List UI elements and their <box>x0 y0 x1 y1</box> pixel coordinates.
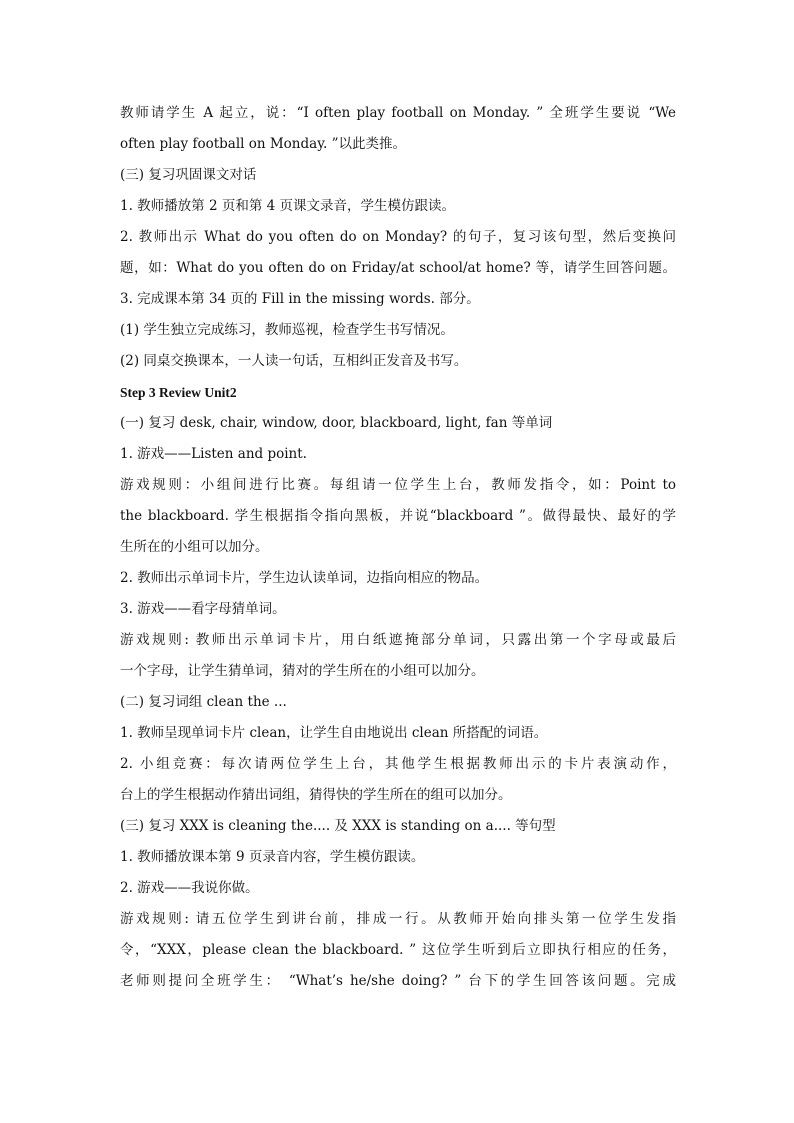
text-line: 台上的学生根据动作猜出词组，猜得快的学生所在的组可以加分。 <box>120 787 512 803</box>
text-line: 游戏规则: 请五位学生到讲台前，排成一行。从教师开始向排头第一位学生发指 <box>120 911 676 927</box>
text-line: the blackboard. 学生根据指令指向黑板，并说“blackboard ”。做得最快、最好的学 <box>120 508 676 524</box>
step-heading: Step 3 Review Unit2 <box>120 385 237 400</box>
text-line: 教师请学生 A 起立，说：“I often play football on Monday. ” 全班学生要说 “We <box>120 105 676 121</box>
section-heading: (三) 复习巩固课文对话 <box>120 167 257 183</box>
text-line: 2. 教师出示单词卡片，学生边认读单词，边指向相应的物品。 <box>120 570 489 586</box>
section-heading: (一) 复习 desk, chair, window, door, blackboard, light, fan 等单词 <box>120 415 553 431</box>
text-line: (1) 学生独立完成练习，教师巡视，检查学生书写情况。 <box>120 322 454 338</box>
text-line: 2. 小组竞赛：每次请两位学生上台，其他学生根据教师出示的卡片表演动作， <box>120 756 676 772</box>
text-line: 题，如：What do you often do on Friday/at school/at home? 等，请学生回答问题。 <box>120 260 676 276</box>
text-line: often play football on Monday. ”以此类推。 <box>120 136 407 152</box>
text-line: 老师则提问全班学生： “What’s he/she doing? ” 台下的学生回答该问题。完成 <box>120 973 676 989</box>
text-line: 3. 完成课本第 34 页的 Fill in the missing words. 部分。 <box>120 291 480 307</box>
text-line: 游戏规则：小组间进行比赛。每组请一位学生上台，教师发指令，如：Point to <box>120 477 676 493</box>
text-line: (2) 同桌交换课本，一人读一句话，互相纠正发音及书写。 <box>120 353 468 369</box>
text-line: 2. 教师出示 What do you often do on Monday? 的句子，复习该句型，然后变换问 <box>120 229 676 245</box>
text-line: 1. 教师呈现单词卡片 clean，让学生自由地说出 clean 所搭配的词语。 <box>120 725 548 741</box>
text-line: 1. 教师播放课本第 9 页录音内容，学生模仿跟读。 <box>120 849 425 865</box>
text-line: 游戏规则: 教师出示单词卡片，用白纸遮掩部分单词，只露出第一个字母或最后 <box>120 632 676 648</box>
document-body <box>120 98 676 997</box>
text-line: 1. 教师播放第 2 页和第 4 页课文录音，学生模仿跟读。 <box>120 198 456 214</box>
section-heading: (三) 复习 XXX is cleaning the.... 及 XXX is standing on a.... 等句型 <box>120 818 556 834</box>
text-line: 1. 游戏——Listen and point. <box>120 446 307 462</box>
text-line: 一个字母，让学生猜单词，猜对的学生所在的小组可以加分。 <box>120 663 485 679</box>
text-line: 生所在的小组可以加分。 <box>120 539 269 555</box>
text-line: 令，“XXX，please clean the blackboard. ” 这位学生听到后立即执行相应的任务， <box>120 942 676 958</box>
text-line: 2. 游戏——我说你做。 <box>120 880 259 896</box>
text-line: 3. 游戏——看字母猜单词。 <box>120 601 286 617</box>
section-heading: (二) 复习词组 clean the ... <box>120 694 287 710</box>
